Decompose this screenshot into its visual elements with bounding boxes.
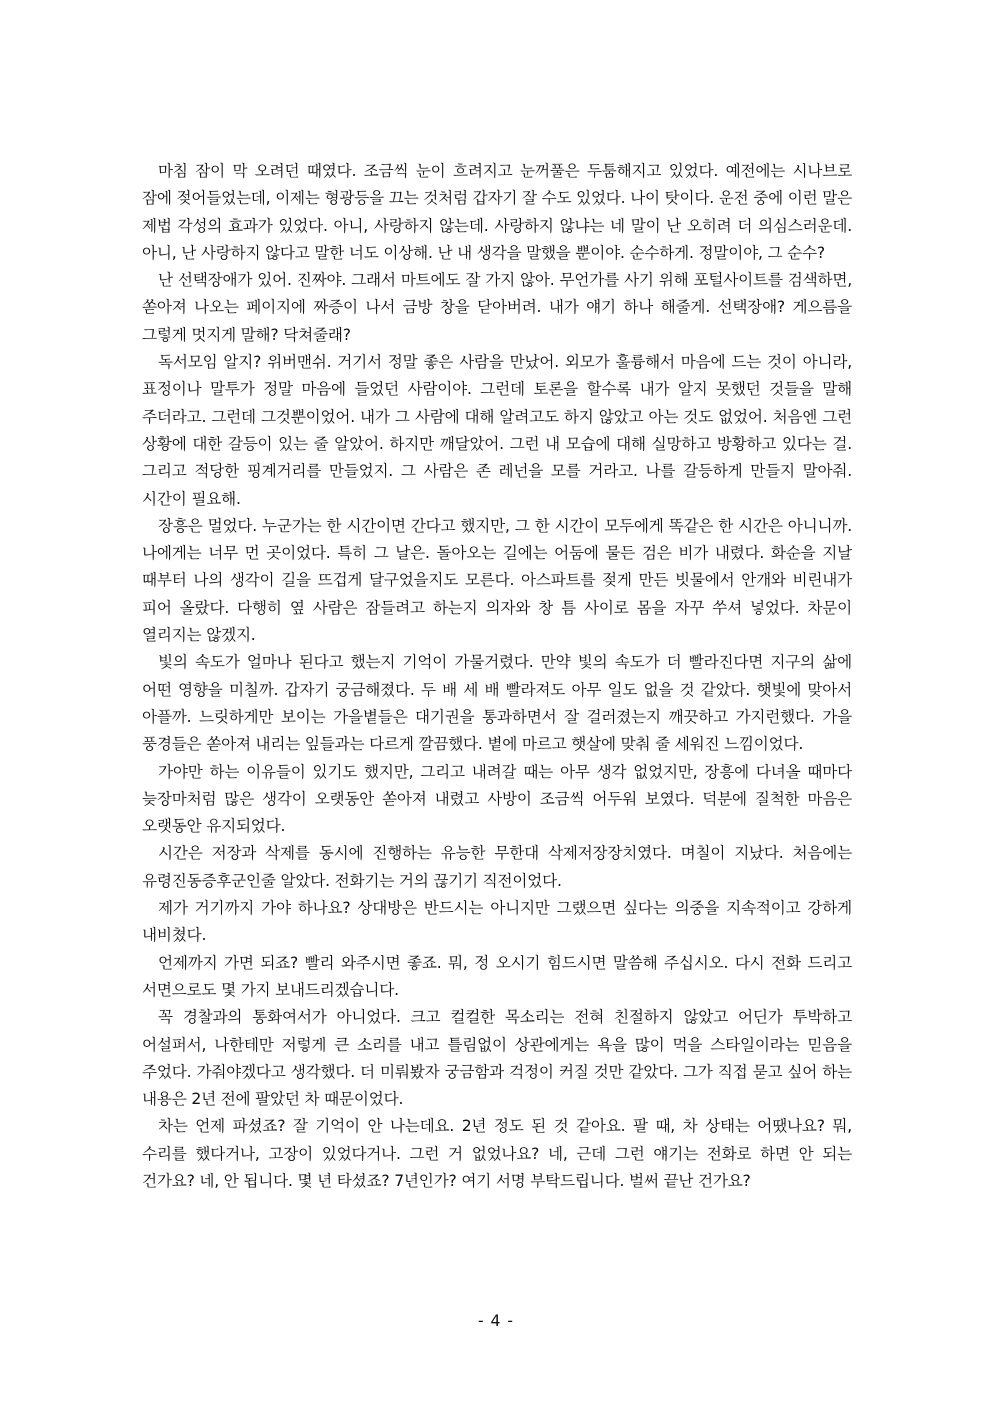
paragraph: 차는 언제 파셨죠? 잘 기억이 안 나는데요. 2년 정도 된 것 같아요. 팔 때, 차 상태는 어땠나요? 뭐, 수리를 했다거나, 고장이 있었다거나. 그런 거 없었나요? 네, 근데 그런 얘기는 전화로 하면 안 되는 건가요? 네, 안 됩니다. 몇 년 타셨죠? 7년인가? 여기 서명 부탁드립니다. 벌써 끝난 건가요? — [142, 1117, 852, 1190]
paragraph: 시간은 저장과 삭제를 동시에 진행하는 유능한 무한대 삭제저장장치였다. 며칠이 지났다. 처음에는 유령진동증후군인줄 알았다. 전화기는 거의 끊기기 직전이었다. — [142, 844, 852, 890]
paragraph: 꼭 경찰과의 통화여서가 아니었다. 크고 컬컬한 목소리는 전혀 친절하지 않았고 어딘가 투박하고 어설퍼서, 나한테만 저렇게 큰 소리를 내고 틀림없이 상관에게는 욕을 많이 먹을 스타일이라는 믿음을 주었다. 가줘야겠다고 생각했다. 더 미뤄봤자 궁금함과 걱정이 커질 것만 같았다. 그가 직접 묻고 싶어 하는 내용은 2년 전에 팔았던 차 때문이었다. — [142, 1008, 852, 1109]
paragraph: 빛의 속도가 얼마나 된다고 했는지 기억이 가물거렸다. 만약 빛의 속도가 더 빨라진다면 지구의 삶에 어떤 영향을 미칠까. 갑자기 궁금해졌다. 두 배 세 배 빨라져도 아무 일도 없을 것 같았다. 햇빛에 맞아서 아플까. 느릿하게만 보이는 가을볕들은 대기권을 통과하면서 잘 걸러졌는지 깨끗하고 가지런했다. 가을 풍경들은 쏟아져 내리는 잎들과는 다르게 깔끔했다. 볕에 마르고 햇살에 맞춰 줄 세워진 느낌이었다. — [142, 653, 852, 754]
page-number: - 4 - — [477, 1312, 515, 1330]
paragraph: 난 선택장애가 있어. 진짜야. 그래서 마트에도 잘 가지 않아. 무언가를 사기 위해 포털사이트를 검색하면, 쏟아져 나오는 페이지에 짜증이 나서 금방 창을 닫아버려. 내가 얘기 하나 해줄게. 선택장애? 게으름을 그렇게 멋지게 말해? 닥쳐줄래? — [142, 271, 852, 344]
body-text — [142, 158, 852, 1195]
paragraph: 제가 거기까지 가야 하나요? 상대방은 반드시는 아니지만 그랬으면 싶다는 의중을 지속적이고 강하게 내비쳤다. — [142, 899, 852, 945]
paragraph: 언제까지 가면 되죠? 빨리 와주시면 좋죠. 뭐, 정 오시기 힘드시면 말씀해 주십시오. 다시 전화 드리고 서면으로도 몇 가지 보내드리겠습니다. — [142, 953, 852, 999]
paragraph: 독서모임 알지? 위버맨쉬. 거기서 정말 좋은 사람을 만났어. 외모가 훌륭해서 마음에 드는 것이 아니라, 표정이나 말투가 정말 마음에 들었던 사람이야. 그런데 토론을 할수록 내가 알지 못했던 것들을 말해 주더라고. 그런데 그것뿐이었어. 내가 그 사람에 대해 알려고도 하지 않았고 아는 것도 없었어. 처음엔 그런 상황에 대한 갈등이 있는 줄 알았어. 하지만 깨달았어. 그런 내 모습에 대해 실망하고 방황하고 있다는 걸. 그리고 적당한 핑계거리를 만들었지. 그 사람은 존 레넌을 모를 거라고. 나를 갈등하게 만들지 말아줘. 시간이 필요해. — [142, 353, 852, 508]
paragraph: 마침 잠이 막 오려던 때였다. 조금씩 눈이 흐려지고 눈꺼풀은 두툼해지고 있었다. 예전에는 시나브로 잠에 젖어들었는데, 이제는 형광등을 끄는 것처럼 갑자기 잘 수도 있었다. 나이 탓이다. 운전 중에 이런 말은 제법 각성의 효과가 있었다. 아니, 사랑하지 않는데. 사랑하지 않냐는 네 말이 난 오히려 더 의심스러운데. 아니, 난 사랑하지 않다고 말한 너도 이상해. 난 내 생각을 말했을 뿐이야. 순수하게. 정말이야, 그 순수? — [142, 162, 852, 262]
paragraph: 가야만 하는 이유들이 있기도 했지만, 그리고 내려갈 때는 아무 생각 없었지만, 장흥에 다녀올 때마다 늦장마처럼 많은 생각이 오랫동안 쏟아져 내렸고 사방이 조금씩 어두워 보였다. 덕분에 질척한 마음은 오랫동안 유지되었다. — [142, 762, 852, 836]
paragraph: 장흥은 멀었다. 누군가는 한 시간이면 간다고 했지만, 그 한 시간이 모두에게 똑같은 한 시간은 아니니까. 나에게는 너무 먼 곳이었다. 특히 그 날은. 돌아오는 길에는 어둠에 물든 검은 비가 내렸다. 화순을 지날 때부터 나의 생각이 길을 뜨겁게 달구었을지도 모른다. 아스파트를 젖게 만든 빗물에서 안개와 비린내가 피어 올랐다. 다행히 옆 사람은 잠들려고 하는지 의자와 창 틈 사이로 몸을 자꾸 쑤셔 넣었다. 차문이 열리지는 않겠지. — [142, 516, 852, 645]
